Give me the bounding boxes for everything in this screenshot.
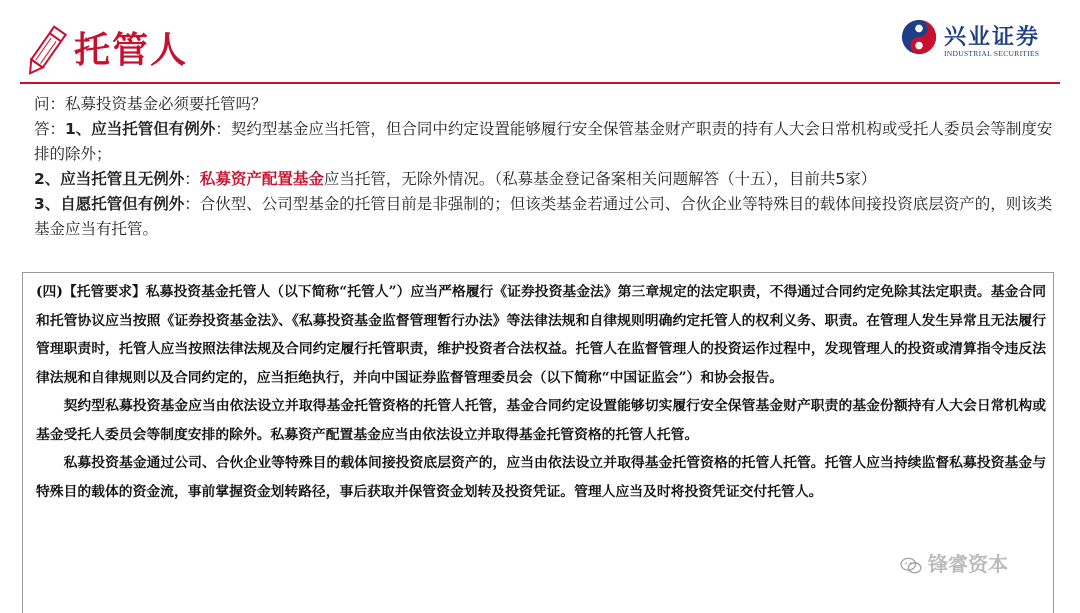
- answer-2: [34, 167, 1054, 192]
- legal-paragraph-1: (四)【托管要求】私募投资基金托管人（以下简称“托管人”）应当严格履行《证券投资基金法》第三章规定的法定职责，不得通过合同约定免除其法定职责。基金合同和托管协议应当按照《证券投资基金法》、《私募投资基金监督管理暂行办法》等法律法规和自律规则明确约定托管人的权利义务、职责。在管理人发生异常且无法履行管理职责时，托管人应当按照法律法规及合同约定履行托管职责，维护投资者合法权益。托管人在监督管理人的投资运作过程中，发现管理人的投资或清算指令违反法律法规和自律规则以及合同约定的，应当拒绝执行，并向中国证券监督管理委员会（以下简称“中国证监会”）和协会报告。: [36, 284, 1046, 386]
- legal-excerpt: [36, 278, 1046, 506]
- answer-prefix: 答：: [34, 120, 66, 138]
- question-line: 问：私募投资基金必须要托管吗？: [34, 95, 267, 113]
- answer-1-text: ：契约型基金应当托管，但合同中约定设置能够履行安全保管基金财产职责的持有人大会日常机构或受托人委员会等制度安排的除外；: [34, 120, 1053, 163]
- logo-text-en: INDUSTRIAL SECURITIES: [944, 49, 1040, 58]
- watermark: [900, 548, 1008, 577]
- answer-3: [34, 192, 1054, 242]
- answer-1-heading: 1、应当托管但有例外: [65, 120, 216, 138]
- brand-logo: [900, 18, 1060, 62]
- logo-mark-icon: [900, 18, 938, 56]
- answer-2-text: 应当托管，无除外情况。（私募基金登记备案相关问题解答（十五），目前共5家）: [323, 170, 877, 188]
- title-divider: [20, 82, 1060, 84]
- legal-paragraph-2: 契约型私募投资基金应当由依法设立并取得基金托管资格的托管人托管，基金合同约定设置能够切实履行安全保管基金财产职责的基金份额持有人大会日常机构或基金受托人委员会等制度安排的除外。私募资产配置基金应当由依法设立并取得基金托管资格的托管人托管。: [36, 398, 1046, 443]
- answer-3-text: ：合伙型、公司型基金的托管目前是非强制的；但该类基金若通过公司、合伙企业等特殊目的载体间接投资底层资产的，则该类基金应当有托管。: [34, 195, 1053, 238]
- answer-2-heading: 2、应当托管且无例外: [34, 170, 185, 188]
- wechat-icon: [900, 557, 922, 575]
- answer-2-colon: ：: [184, 170, 200, 188]
- page-title: 托管人: [74, 30, 189, 71]
- logo-text-cn: 兴业证券: [944, 24, 1041, 50]
- answer-1: [34, 117, 1054, 167]
- answer-3-heading: 3、自愿托管但有例外: [34, 195, 185, 213]
- answer-2-highlight: 私募资产配置基金: [199, 170, 324, 188]
- qa-section: [34, 92, 1054, 242]
- legal-paragraph-3: 私募投资基金通过公司、合伙企业等特殊目的载体间接投资底层资产的，应当由依法设立并取得基金托管资格的托管人托管。托管人应当持续监督私募投资基金与特殊目的载体的资金流，事前掌握资金划转路径，事后获取并保管资金划转及投资凭证。管理人应当及时将投资凭证交付托管人。: [36, 455, 1046, 500]
- pencil-icon: [20, 22, 70, 82]
- watermark-text: 锋睿资本: [928, 552, 1008, 576]
